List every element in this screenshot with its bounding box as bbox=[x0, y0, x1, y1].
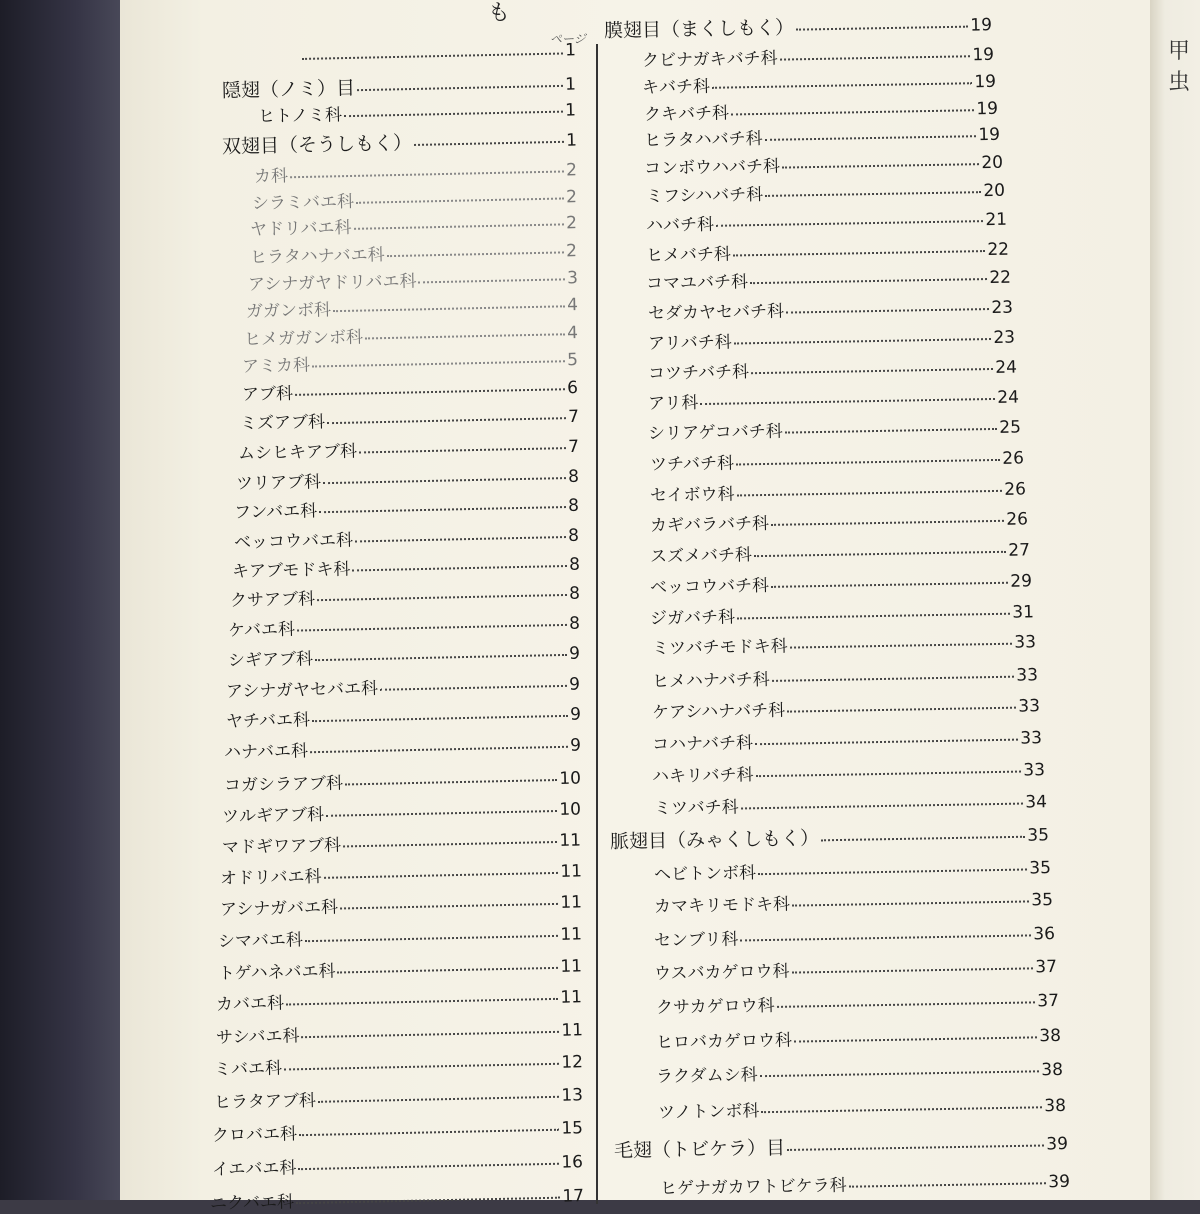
leader-dots bbox=[310, 739, 568, 752]
right-toc-entry-label: 脈翅目（みゃくしもく） bbox=[609, 827, 820, 853]
leader-dots bbox=[296, 1190, 560, 1204]
leader-dots bbox=[387, 245, 565, 257]
right-toc-entry-label: クサカゲロウ科 bbox=[655, 995, 775, 1018]
leader-dots bbox=[787, 700, 1016, 712]
leader-dots bbox=[302, 46, 563, 59]
left-toc-entry-label: ヒラタハナバエ科 bbox=[249, 245, 385, 268]
leader-dots bbox=[326, 803, 557, 816]
leader-dots bbox=[741, 796, 1024, 809]
leader-dots bbox=[772, 669, 1015, 681]
right-toc-entry-page-number: 36 bbox=[1033, 924, 1056, 945]
left-toc-entry-page-number: 11 bbox=[560, 987, 583, 1008]
left-toc-entry-page-number: 15 bbox=[561, 1118, 584, 1139]
leader-dots bbox=[305, 928, 559, 941]
right-toc-entry-page-number: 23 bbox=[991, 297, 1014, 319]
leader-dots bbox=[297, 617, 567, 631]
right-toc-entry-label: スズメバチ科 bbox=[649, 545, 753, 567]
leader-dots bbox=[343, 834, 557, 846]
left-toc-entry-label: アシナガヤドリバエ科 bbox=[247, 271, 417, 295]
right-toc-entry-page-number: 35 bbox=[1029, 858, 1052, 879]
right-toc-entry-label: ミフシハバチ科 bbox=[645, 184, 764, 207]
left-toc-entry-page-number: 2 bbox=[565, 213, 578, 234]
left-toc-entry-page-number: 2 bbox=[565, 241, 578, 262]
page-column-header: ページ bbox=[550, 32, 586, 46]
leader-dots bbox=[295, 382, 565, 396]
leader-dots bbox=[323, 471, 566, 484]
leader-dots bbox=[736, 452, 1000, 465]
left-toc-entry-page-number: 7 bbox=[567, 406, 580, 428]
leader-dots bbox=[312, 354, 565, 367]
left-toc-entry-page-number: 8 bbox=[567, 466, 580, 488]
leader-dots bbox=[365, 327, 565, 339]
right-toc-entry-label: コツチバチ科 bbox=[647, 362, 750, 384]
right-toc-entry-page-number: 19 bbox=[972, 44, 995, 66]
leader-dots bbox=[357, 78, 563, 90]
right-toc-entry-label: ベッコウバチ科 bbox=[649, 575, 770, 598]
right-toc-entry-label: ヒメハナバチ科 bbox=[651, 669, 771, 692]
right-toc-entry-page-number: 22 bbox=[987, 239, 1010, 261]
leader-dots bbox=[796, 19, 968, 30]
right-toc-entry-page-number: 31 bbox=[1012, 602, 1035, 623]
leader-dots bbox=[790, 636, 1013, 648]
right-toc-entry-page-number: 26 bbox=[1002, 448, 1025, 469]
leader-dots bbox=[327, 411, 566, 424]
left-toc-entry-page-number: 7 bbox=[567, 436, 580, 458]
leader-dots bbox=[777, 995, 1036, 1008]
right-toc-entry-page-number: 35 bbox=[1031, 890, 1054, 911]
left-toc-entry-label: ベッコウバエ科 bbox=[233, 530, 354, 553]
left-toc-entry-page-number: 11 bbox=[560, 956, 583, 977]
leader-dots bbox=[290, 164, 564, 178]
left-toc-entry-label: ミズアブ科 bbox=[239, 412, 326, 434]
leader-dots bbox=[340, 896, 558, 909]
leader-dots bbox=[785, 421, 998, 433]
right-toc-entry-label: ラクダムシ科 bbox=[655, 1065, 758, 1087]
leader-dots bbox=[771, 575, 1008, 587]
left-toc-entry-label: カ科 bbox=[253, 166, 289, 187]
right-toc-entry-page-number: 29 bbox=[1010, 571, 1033, 592]
left-toc-entry-label: アブ科 bbox=[241, 383, 294, 405]
leader-dots bbox=[765, 129, 977, 141]
left-toc-entry-label: ガガンボ科 bbox=[245, 300, 332, 322]
right-toc-entry-label: コマユバチ科 bbox=[645, 272, 749, 294]
left-toc-entry-label: 双翅目（そうしもく） bbox=[221, 132, 413, 158]
leader-dots bbox=[821, 829, 1025, 841]
right-toc-entry-label: 膜翅目（まくしもく） bbox=[603, 16, 795, 42]
left-toc-entry-label: 隠翅（ノミ）目 bbox=[221, 77, 356, 102]
leader-dots bbox=[337, 960, 558, 973]
right-toc-entry-label: ハキリバチ科 bbox=[651, 765, 754, 787]
left-toc-entry-page-number: 3 bbox=[566, 268, 579, 289]
right-toc-entry-label: ウスバカゲロウ科 bbox=[653, 961, 790, 984]
leader-dots bbox=[286, 991, 558, 1005]
facing-page bbox=[1150, 0, 1200, 1200]
right-toc-entry-label: ツノトンボ科 bbox=[657, 1101, 760, 1123]
leader-dots bbox=[318, 1089, 560, 1102]
leader-dots bbox=[780, 49, 971, 60]
right-toc-entry-page-number: 33 bbox=[1018, 696, 1041, 717]
left-toc-entry-page-number: 4 bbox=[566, 295, 579, 316]
leader-dots bbox=[755, 764, 1021, 777]
left-toc-entry-page-number: 1 bbox=[565, 130, 578, 151]
right-toc-entry-page-number: 19 bbox=[976, 98, 999, 120]
left-toc-entry-label: シラミバエ科 bbox=[251, 191, 355, 214]
right-toc-entry-page-number: 21 bbox=[985, 209, 1008, 231]
right-toc-entry-page-number: 39 bbox=[1048, 1171, 1071, 1193]
leader-dots bbox=[740, 928, 1031, 941]
left-toc-entry-page-number: 11 bbox=[560, 892, 583, 913]
left-toc-entry-label: アミカ科 bbox=[241, 355, 311, 377]
right-toc-entry-label: コハナバチ科 bbox=[651, 733, 754, 755]
right-toc-entry-page-number: 19 bbox=[978, 124, 1001, 146]
right-toc-entry-page-number: 33 bbox=[1023, 760, 1046, 781]
leader-dots bbox=[418, 272, 565, 283]
left-toc-entry-label: シマバエ科 bbox=[217, 930, 304, 952]
leader-dots bbox=[333, 299, 565, 312]
leader-dots bbox=[755, 732, 1018, 745]
left-toc-entry-label: フンバエ科 bbox=[233, 501, 318, 523]
right-toc-entry-label: ジガバチ科 bbox=[649, 607, 736, 629]
right-toc-entry-label: シリアゲコバチ科 bbox=[647, 421, 784, 444]
facing-page-text: 甲虫 bbox=[1168, 39, 1191, 95]
left-toc-entry-label: ヒラタアブ科 bbox=[213, 1090, 317, 1113]
left-toc-entry-page-number: 10 bbox=[559, 799, 582, 820]
right-toc-entry-label: コンボウハバチ科 bbox=[643, 156, 781, 179]
leader-dots bbox=[771, 513, 1004, 525]
left-toc-entry-page-number: 4 bbox=[566, 323, 579, 344]
left-toc-entry-page-number: 13 bbox=[561, 1085, 584, 1106]
left-toc-entry-label: ツルギアブ科 bbox=[221, 804, 325, 827]
left-toc-entry-page-number: 17 bbox=[562, 1186, 585, 1207]
left-toc-entry-page-number: 2 bbox=[565, 187, 578, 208]
left-toc-entry-label: ヒトノミ科 bbox=[257, 105, 343, 127]
left-toc-entry-label: アシナガヤセバエ科 bbox=[225, 678, 379, 702]
left-toc-entry-label: カバエ科 bbox=[215, 993, 285, 1015]
right-toc-entry-label: クビナガキバチ科 bbox=[641, 48, 778, 71]
leader-dots bbox=[380, 678, 567, 690]
right-toc-entry-label: アリバチ科 bbox=[647, 332, 733, 354]
right-toc-entry-page-number: 26 bbox=[1004, 479, 1027, 500]
right-toc-entry-label: ミツバチ科 bbox=[653, 797, 739, 819]
right-toc-entry-label: ヘビトンボ科 bbox=[653, 863, 757, 885]
leader-dots bbox=[323, 865, 558, 878]
book-cover-edge bbox=[0, 0, 125, 1200]
right-toc-entry-page-number: 22 bbox=[989, 267, 1012, 289]
leader-dots bbox=[298, 1156, 559, 1169]
left-toc-entry-label: イエバエ科 bbox=[211, 1158, 297, 1180]
left-toc-entry-page-number: 11 bbox=[560, 861, 583, 882]
left-toc-entry-label: ハナバエ科 bbox=[223, 741, 309, 763]
leader-dots bbox=[754, 544, 1007, 556]
leader-dots bbox=[734, 332, 992, 344]
right-toc-entry-page-number: 37 bbox=[1035, 956, 1058, 978]
right-toc-entry-label: カギバラバチ科 bbox=[649, 513, 770, 536]
right-toc-entry-label: ヒゲナガカワトビケラ科 bbox=[659, 1175, 847, 1199]
left-toc-entry-page-number: 8 bbox=[567, 495, 580, 516]
left-toc-entry-page-number: 10 bbox=[559, 768, 582, 789]
column-divider bbox=[596, 44, 598, 1204]
right-toc-entry-page-number: 33 bbox=[1016, 665, 1039, 686]
right-toc-entry-page-number: 35 bbox=[1027, 825, 1050, 846]
right-toc-entry-page-number: 33 bbox=[1014, 632, 1037, 653]
leader-dots bbox=[787, 1138, 1044, 1150]
right-toc-entry-page-number: 20 bbox=[983, 180, 1006, 202]
right-toc-entry-label: キバチ科 bbox=[641, 76, 711, 98]
right-toc-entry-label: ヒラタハバチ科 bbox=[643, 128, 763, 151]
right-toc-entry-page-number: 38 bbox=[1044, 1095, 1067, 1117]
left-toc-entry-page-number: 16 bbox=[561, 1152, 584, 1173]
leader-dots bbox=[794, 1030, 1037, 1042]
leader-dots bbox=[352, 558, 567, 570]
left-toc-entry-page-number: 8 bbox=[568, 554, 581, 575]
left-toc-entry-label: コガシラアブ科 bbox=[223, 773, 344, 796]
leader-dots bbox=[737, 606, 1010, 619]
leader-dots bbox=[355, 530, 566, 542]
right-toc-entry-label: センブリ科 bbox=[653, 929, 739, 951]
leader-dots bbox=[751, 361, 993, 373]
leader-dots bbox=[736, 483, 1002, 496]
right-toc-entry-page-number: 24 bbox=[995, 357, 1018, 378]
right-toc-entry-label: ヒロバカゲロウ科 bbox=[655, 1030, 793, 1053]
leader-dots bbox=[317, 587, 567, 600]
leader-dots bbox=[356, 191, 564, 203]
leader-dots bbox=[359, 441, 566, 453]
left-toc-entry-label: ニクバエ科 bbox=[209, 1192, 295, 1214]
leader-dots bbox=[765, 185, 981, 197]
right-toc-entry-page-number: 19 bbox=[970, 15, 993, 36]
right-toc-entry-label: ケアシハナバチ科 bbox=[651, 700, 786, 723]
right-toc-entry-page-number: 23 bbox=[993, 327, 1016, 348]
leader-dots bbox=[301, 1024, 559, 1037]
left-toc-entry-page-number: 8 bbox=[568, 583, 581, 604]
left-toc-entry-page-number: 12 bbox=[561, 1052, 584, 1073]
right-toc-entry-label: アリ科 bbox=[647, 393, 699, 414]
right-toc-entry-page-number: 33 bbox=[1020, 728, 1043, 749]
leader-dots bbox=[319, 500, 566, 513]
leader-dots bbox=[791, 961, 1033, 973]
leader-dots bbox=[792, 894, 1029, 906]
right-toc-entry-label: カマキリモドキ科 bbox=[653, 894, 791, 917]
left-toc-entry-page-number: 8 bbox=[567, 525, 580, 546]
leader-dots bbox=[414, 134, 564, 145]
leader-dots bbox=[731, 103, 974, 115]
left-toc-entry-label: ムシヒキアブ科 bbox=[237, 441, 358, 464]
left-toc-entry-page-number: 1 bbox=[564, 40, 577, 61]
left-toc-entry-label: オドリバエ科 bbox=[219, 866, 322, 889]
right-toc-entry-page-number: 24 bbox=[997, 387, 1020, 408]
left-toc-entry-page-number: 11 bbox=[560, 924, 583, 945]
right-toc-entry-label: ミツバチモドキ科 bbox=[651, 636, 788, 659]
leader-dots bbox=[353, 217, 564, 229]
right-toc-entry-label: ハバチ科 bbox=[645, 214, 715, 236]
left-toc-entry-label: ヤチバエ科 bbox=[225, 710, 311, 732]
left-toc-entry-label: ケバエ科 bbox=[227, 619, 296, 641]
leader-dots bbox=[849, 1176, 1047, 1187]
left-toc-entry-page-number: 9 bbox=[568, 643, 581, 664]
leader-dots bbox=[786, 302, 989, 314]
left-toc-entry-page-number: 2 bbox=[565, 160, 578, 181]
right-toc-entry-label: セダカヤセバチ科 bbox=[647, 301, 785, 324]
left-toc-entry-label: キアブモドキ科 bbox=[231, 559, 351, 582]
right-toc-entry-page-number: 19 bbox=[974, 71, 997, 93]
left-toc-entry-label: ツリアブ科 bbox=[235, 472, 322, 494]
right-toc-entry-page-number: 34 bbox=[1025, 792, 1048, 813]
right-toc-entry-page-number: 37 bbox=[1037, 990, 1060, 1012]
leader-dots bbox=[760, 1064, 1040, 1077]
leader-dots bbox=[700, 391, 995, 404]
left-toc-entry-page-number: 9 bbox=[569, 735, 582, 756]
leader-dots bbox=[716, 214, 983, 227]
leader-dots bbox=[315, 647, 567, 660]
left-toc-entry-page-number: 5 bbox=[566, 349, 579, 371]
left-toc-entry-label: クロバエ科 bbox=[211, 1124, 298, 1146]
right-toc-entry-page-number: 25 bbox=[999, 417, 1022, 438]
page-title: も bbox=[488, 1, 511, 26]
right-toc-entry-page-number: 39 bbox=[1046, 1134, 1069, 1155]
right-toc-entry-page-number: 38 bbox=[1041, 1059, 1064, 1081]
left-toc-entry-page-number: 11 bbox=[561, 1020, 584, 1041]
left-toc-entry-page-number: 11 bbox=[559, 830, 582, 851]
right-toc-entry-label: ツチバチ科 bbox=[649, 453, 735, 475]
left-toc-entry-page-number: 1 bbox=[564, 74, 577, 95]
left-toc-entry-page-number: 1 bbox=[564, 100, 577, 121]
leader-dots bbox=[750, 272, 987, 284]
right-toc-entry-label: 毛翅（トビケラ）目 bbox=[613, 1137, 786, 1162]
left-toc-entry-label: ミバエ科 bbox=[213, 1058, 283, 1080]
right-toc-entry-page-number: 26 bbox=[1006, 509, 1029, 530]
left-toc-entry-label: シギアブ科 bbox=[227, 649, 314, 671]
left-toc-entry-page-number: 9 bbox=[569, 704, 582, 725]
left-toc-entry-label: アシナガバエ科 bbox=[219, 897, 339, 920]
left-toc-entry-label: トゲハネバエ科 bbox=[217, 961, 336, 984]
leader-dots bbox=[299, 1122, 559, 1135]
leader-dots bbox=[761, 1100, 1042, 1113]
leader-dots bbox=[758, 862, 1027, 875]
left-toc-entry-page-number: 8 bbox=[568, 613, 581, 634]
left-toc-entry-page-number: 6 bbox=[566, 377, 579, 399]
leader-dots bbox=[284, 1056, 559, 1070]
left-toc-entry-label: クサアブ科 bbox=[229, 589, 316, 611]
left-toc-entry-label: マドギワアブ科 bbox=[221, 835, 342, 858]
left-toc-entry-label: サシバエ科 bbox=[215, 1026, 300, 1048]
right-toc-entry-label: セイボウ科 bbox=[649, 484, 735, 506]
right-toc-entry-page-number: 27 bbox=[1008, 540, 1031, 561]
leader-dots bbox=[344, 104, 563, 117]
leader-dots bbox=[733, 244, 986, 256]
right-toc-entry-page-number: 20 bbox=[981, 152, 1004, 174]
right-toc-entry-label: クキバチ科 bbox=[643, 103, 730, 125]
left-toc-entry-page-number: 9 bbox=[568, 674, 581, 695]
leader-dots bbox=[712, 76, 972, 89]
left-toc-entry-label: ヤドリバエ科 bbox=[249, 217, 352, 240]
leader-dots bbox=[312, 708, 568, 721]
right-toc-entry-page-number: 38 bbox=[1039, 1025, 1062, 1047]
leader-dots bbox=[345, 773, 557, 785]
left-toc-entry-label: ヒメガガンボ科 bbox=[243, 327, 364, 350]
right-toc-entry-label: ヒメバチ科 bbox=[645, 244, 732, 266]
leader-dots bbox=[782, 157, 979, 168]
